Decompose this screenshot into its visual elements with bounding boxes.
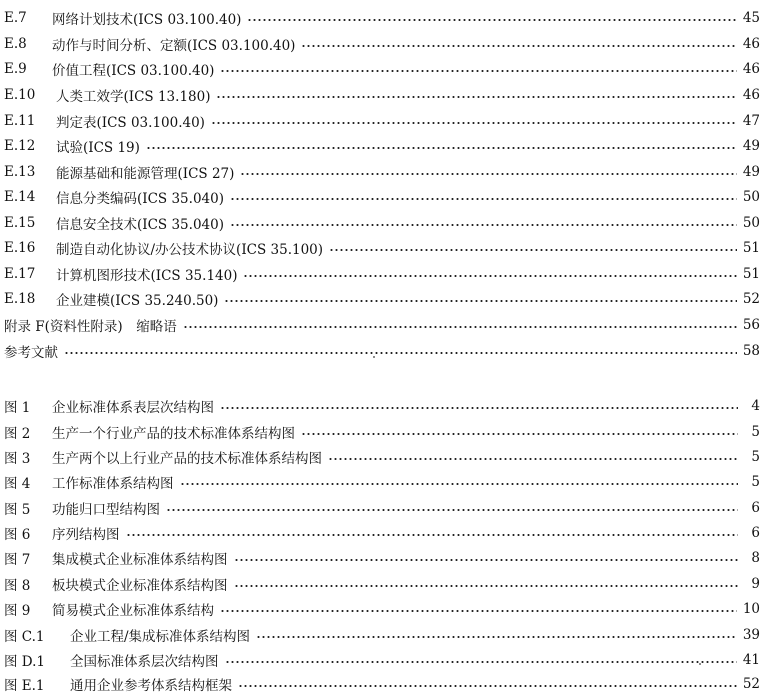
- toc-figure-d1[interactable]: [4, 648, 760, 672]
- dot-leader: [230, 198, 737, 200]
- figure-page: 10: [742, 601, 760, 617]
- toc-entry-e11[interactable]: [4, 109, 760, 133]
- entry-page: 49: [742, 164, 760, 180]
- entry-number: E.17: [4, 266, 36, 282]
- entry-page: 51: [742, 266, 760, 282]
- figure-title: 通用企业参考体系结构框架: [70, 678, 232, 694]
- figure-title: 全国标准体系层次结构图: [70, 654, 219, 670]
- toc-figure-e1[interactable]: [4, 672, 760, 696]
- figure-page: 8: [751, 550, 760, 566]
- figure-number: 图 8: [4, 578, 31, 594]
- entry-number: E.9: [4, 61, 27, 77]
- entry-title: 参考文献: [4, 345, 58, 361]
- entry-title: 人类工效学(ICS 13.180): [56, 89, 211, 105]
- entry-title: 企业建模(ICS 35.240.50): [56, 293, 219, 309]
- dot-leader: [234, 585, 739, 587]
- entry-number: E.11: [4, 113, 36, 129]
- toc-entry-references[interactable]: [4, 339, 760, 363]
- figure-number: 图 E.1: [4, 678, 45, 694]
- entry-page: 49: [742, 138, 760, 154]
- figure-page: 5: [751, 474, 760, 490]
- entry-title: 判定表(ICS 03.100.40): [56, 115, 205, 131]
- figure-title: 生产一个行业产品的技术标准体系结构图: [52, 426, 295, 442]
- scan-speck: [373, 356, 375, 358]
- figure-number: 图 1: [4, 400, 31, 416]
- figure-page: 5: [751, 424, 760, 440]
- dot-leader: [329, 249, 737, 251]
- dot-leader: [256, 636, 737, 638]
- figure-number: 图 2: [4, 426, 31, 442]
- dot-leader: [220, 70, 736, 72]
- figure-number: 图 D.1: [4, 654, 46, 670]
- figure-page: 5: [751, 449, 760, 465]
- figure-page: 39: [742, 627, 760, 643]
- entry-page: 47: [742, 113, 760, 129]
- toc-entry-e8[interactable]: [4, 32, 760, 56]
- toc-entry-appendix-f[interactable]: [4, 313, 760, 337]
- figure-title: 板块模式企业标准体系结构图: [52, 578, 228, 594]
- entry-page: 52: [742, 291, 760, 307]
- entry-title: 价值工程(ICS 03.100.40): [52, 63, 215, 79]
- dot-leader: [240, 173, 736, 175]
- toc-entry-e10[interactable]: [4, 83, 760, 107]
- figure-title: 生产两个以上行业产品的技术标准体系结构图: [52, 451, 322, 467]
- toc-entry-e18[interactable]: [4, 287, 760, 311]
- dot-leader: [220, 407, 738, 409]
- toc-figure-1[interactable]: [4, 394, 760, 418]
- figure-number: 图 C.1: [4, 629, 45, 645]
- figure-title: 企业工程/集成标准体系结构图: [70, 629, 251, 645]
- entry-title: 动作与时间分析、定额(ICS 03.100.40): [52, 38, 296, 54]
- toc-entry-e16[interactable]: [4, 236, 760, 260]
- entry-page: 46: [742, 36, 760, 52]
- dot-leader: [234, 559, 739, 561]
- entry-title: 信息分类编码(ICS 35.040): [56, 191, 224, 207]
- figure-page: 6: [751, 525, 760, 541]
- entry-title: 制造自动化协议/办公技术协议(ICS 35.100): [56, 242, 324, 258]
- dot-leader: [225, 661, 737, 663]
- figure-page: 6: [751, 500, 760, 516]
- toc-entry-e17[interactable]: [4, 262, 760, 286]
- toc-figure-c1[interactable]: [4, 623, 760, 647]
- dot-leader: [328, 458, 738, 460]
- entry-number: E.7: [4, 10, 27, 26]
- entry-number: E.15: [4, 215, 36, 231]
- dot-leader: [224, 300, 736, 302]
- figure-page: 4: [751, 398, 760, 414]
- entry-page: 58: [742, 343, 760, 359]
- toc-figure-9[interactable]: [4, 597, 760, 621]
- dot-leader: [180, 483, 739, 485]
- toc-entry-e9[interactable]: [4, 57, 760, 81]
- toc-entry-e13[interactable]: [4, 160, 760, 184]
- entry-number: E.8: [4, 36, 27, 52]
- toc-entry-e7[interactable]: [4, 6, 760, 30]
- figure-title: 集成模式企业标准体系结构图: [52, 552, 228, 568]
- entry-number: E.10: [4, 87, 36, 103]
- figure-number: 图 7: [4, 552, 31, 568]
- entry-title: 网络计划技术(ICS 03.100.40): [52, 12, 242, 28]
- figure-number: 图 3: [4, 451, 31, 467]
- toc-figure-4[interactable]: [4, 470, 760, 494]
- entry-page: 46: [742, 87, 760, 103]
- figure-number: 图 4: [4, 476, 31, 492]
- figure-title: 序列结构图: [52, 527, 120, 543]
- dot-leader: [211, 122, 737, 124]
- dot-leader: [126, 534, 739, 536]
- dot-leader: [64, 352, 737, 354]
- dot-leader: [247, 19, 736, 21]
- dot-leader: [183, 326, 737, 328]
- figure-number: 图 6: [4, 527, 31, 543]
- entry-page: 56: [742, 317, 760, 333]
- entry-page: 50: [742, 189, 760, 205]
- dot-leader: [216, 96, 736, 98]
- toc-figure-7[interactable]: [4, 546, 760, 570]
- dot-leader: [301, 45, 736, 47]
- entry-page: 51: [742, 240, 760, 256]
- entry-number: E.16: [4, 240, 36, 256]
- dot-leader: [301, 433, 738, 435]
- figure-title: 简易模式企业标准体系结构: [52, 603, 214, 619]
- figure-page: 52: [742, 676, 760, 692]
- toc-entry-e14[interactable]: [4, 185, 760, 209]
- figure-title: 企业标准体系表层次结构图: [52, 400, 214, 416]
- dot-leader: [146, 147, 737, 149]
- toc-entry-e15[interactable]: [4, 211, 760, 235]
- toc-figure-2[interactable]: [4, 420, 760, 444]
- entry-title: 试验(ICS 19): [56, 140, 140, 156]
- entry-number: E.12: [4, 138, 36, 154]
- toc-figure-6[interactable]: [4, 521, 760, 545]
- dot-leader: [243, 275, 736, 277]
- dot-leader: [230, 224, 737, 226]
- entry-title: 能源基础和能源管理(ICS 27): [56, 166, 235, 182]
- entry-number: E.13: [4, 164, 36, 180]
- entry-title: 附录 F(资料性附录) 缩略语: [4, 319, 177, 335]
- entry-title: 计算机图形技术(ICS 35.140): [56, 268, 238, 284]
- entry-page: 45: [742, 10, 760, 26]
- figure-number: 图 5: [4, 502, 31, 518]
- toc-entry-e12[interactable]: [4, 134, 760, 158]
- entry-number: E.18: [4, 291, 36, 307]
- toc-figure-5[interactable]: [4, 496, 760, 520]
- dot-leader: [166, 509, 738, 511]
- figure-page: 41: [742, 652, 760, 668]
- figure-title: 功能归口型结构图: [52, 502, 160, 518]
- dot-leader: [238, 685, 737, 687]
- figure-number: 图 9: [4, 603, 31, 619]
- entry-title: 信息安全技术(ICS 35.040): [56, 217, 224, 233]
- toc-figure-8[interactable]: [4, 572, 760, 596]
- dot-leader: [220, 610, 737, 612]
- toc-figure-3[interactable]: [4, 445, 760, 469]
- entry-number: E.14: [4, 189, 36, 205]
- figure-title: 工作标准体系结构图: [52, 476, 174, 492]
- figure-page: 9: [751, 576, 760, 592]
- entry-page: 50: [742, 215, 760, 231]
- scan-speck: [699, 663, 701, 665]
- entry-page: 46: [742, 61, 760, 77]
